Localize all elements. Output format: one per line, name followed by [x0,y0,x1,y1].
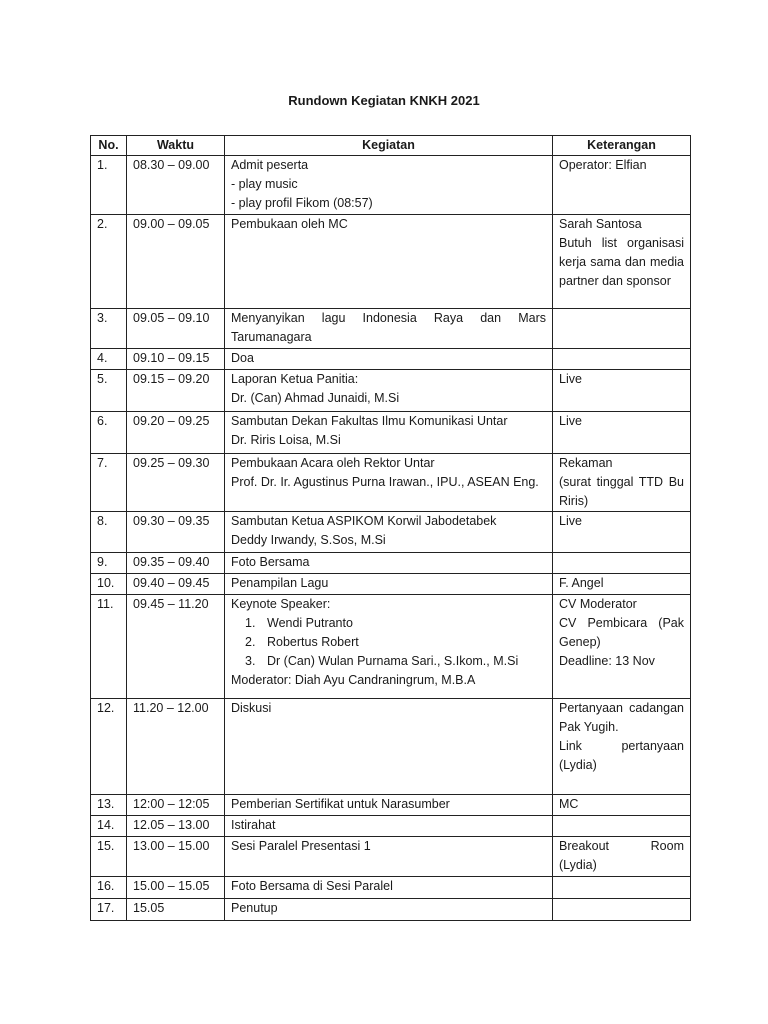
kegiatan-line: Admit peserta [231,158,309,172]
kegiatan-line: Diskusi [231,701,272,715]
row-kegiatan [225,512,553,553]
row-time: 08.30 – 09.00 [127,156,225,215]
row-time: 09.35 – 09.40 [127,553,225,574]
keterangan-line: Deadline: 13 Nov [559,654,655,668]
row-kegiatan [225,349,553,370]
keterangan-line: Live [559,372,582,386]
row-number: 2. [91,215,127,309]
kegiatan-line: Sambutan Dekan Fakultas Ilmu Komunikasi Untar [231,414,508,428]
row-time: 12.05 – 13.00 [127,816,225,837]
speaker-number: 2. [245,635,256,649]
table-row [91,156,691,215]
row-number: 15. [91,837,127,877]
keterangan-line: Breakout Room (Lydia) [559,839,684,872]
row-keterangan [553,215,691,309]
kegiatan-line: - play profil Fikom (08:57) [231,196,373,210]
table-row [91,454,691,512]
row-kegiatan [225,156,553,215]
row-number: 9. [91,553,127,574]
kegiatan-line: Istirahat [231,818,276,832]
keterangan-line: Rekaman [559,456,613,470]
row-time: 09.05 – 09.10 [127,309,225,349]
header-no: No. [91,136,127,156]
row-number: 14. [91,816,127,837]
kegiatan-line: Pembukaan oleh MC [231,217,348,231]
kegiatan-intro: Keynote Speaker: [231,597,331,611]
row-time: 09.20 – 09.25 [127,412,225,454]
row-number: 8. [91,512,127,553]
row-keterangan [553,156,691,215]
row-kegiatan [225,877,553,899]
row-keterangan [553,816,691,837]
row-number: 16. [91,877,127,899]
table-row [91,512,691,553]
row-time: 09.40 – 09.45 [127,574,225,595]
keterangan-line: Live [559,514,582,528]
row-keterangan [553,370,691,412]
kegiatan-line: - play music [231,177,298,191]
row-kegiatan [225,215,553,309]
row-number: 5. [91,370,127,412]
table-row [91,309,691,349]
row-number: 12. [91,699,127,795]
keterangan-line: F. Angel [559,576,604,590]
row-kegiatan [225,899,553,921]
row-keterangan [553,699,691,795]
keterangan-line: Butuh list organisasi kerja sama dan media partner dan sponsor [559,236,684,288]
row-time: 09.30 – 09.35 [127,512,225,553]
header-waktu: Waktu [127,136,225,156]
row-keterangan [553,574,691,595]
row-kegiatan [225,574,553,595]
table-body [91,156,691,921]
header-kegiatan: Kegiatan [225,136,553,156]
row-time: 15.05 [127,899,225,921]
table-row [91,899,691,921]
kegiatan-line: Pembukaan Acara oleh Rektor Untar [231,456,435,470]
speaker-number: 3. [245,654,256,668]
kegiatan-line: Prof. Dr. Ir. Agustinus Purna Irawan., IPU., ASEAN Eng. [231,475,539,489]
table-row [91,595,691,699]
row-kegiatan [225,699,553,795]
table-row [91,699,691,795]
speaker-number: 1. [245,616,256,630]
row-kegiatan [225,454,553,512]
row-time: 13.00 – 15.00 [127,837,225,877]
table-row [91,837,691,877]
keterangan-line: Operator: Elfian [559,158,647,172]
row-number: 4. [91,349,127,370]
row-number: 17. [91,899,127,921]
table-row [91,877,691,899]
row-keterangan [553,877,691,899]
keterangan-line: Sarah Santosa [559,217,642,231]
row-kegiatan [225,553,553,574]
row-keterangan [553,512,691,553]
table-row [91,574,691,595]
row-kegiatan [225,795,553,816]
row-keterangan [553,349,691,370]
speaker-name: Robertus Robert [267,635,359,649]
row-time: 09.00 – 09.05 [127,215,225,309]
kegiatan-line: Foto Bersama di Sesi Paralel [231,879,393,893]
keterangan-line: CV Pembicara (Pak Genep) [559,616,684,649]
kegiatan-line: Penampilan Lagu [231,576,329,590]
table-row [91,215,691,309]
row-keterangan [553,454,691,512]
keterangan-line: CV Moderator [559,597,637,611]
row-time: 15.00 – 15.05 [127,877,225,899]
speaker-item [231,633,546,652]
speaker-item [231,652,546,671]
table-row [91,412,691,454]
header-keterangan: Keterangan [553,136,691,156]
kegiatan-line: Dr. Riris Loisa, M.Si [231,433,341,447]
keterangan-line: MC [559,797,579,811]
kegiatan-line: Sambutan Ketua ASPIKOM Korwil Jabodetabek [231,514,497,528]
row-time: 12:00 – 12:05 [127,795,225,816]
kegiatan-outro: Moderator: Diah Ayu Candraningrum, M.B.A [231,673,476,687]
kegiatan-line: Pemberian Sertifikat untuk Narasumber [231,797,450,811]
kegiatan-line: Penutup [231,901,278,915]
table-row [91,795,691,816]
row-keterangan [553,595,691,699]
keterangan-line: Link pertanyaan (Lydia) [559,739,684,772]
row-keterangan [553,837,691,877]
row-kegiatan [225,816,553,837]
table-row [91,370,691,412]
row-time: 09.45 – 11.20 [127,595,225,699]
kegiatan-line: Doa [231,351,254,365]
row-kegiatan [225,412,553,454]
row-kegiatan [225,370,553,412]
row-number: 3. [91,309,127,349]
row-number: 11. [91,595,127,699]
kegiatan-line: Dr. (Can) Ahmad Junaidi, M.Si [231,391,400,405]
row-keterangan [553,412,691,454]
kegiatan-line: Foto Bersama [231,555,310,569]
keterangan-line: Live [559,414,582,428]
row-kegiatan [225,595,553,699]
row-keterangan [553,795,691,816]
row-kegiatan [225,837,553,877]
table-row [91,816,691,837]
kegiatan-line: Laporan Ketua Panitia: [231,372,359,386]
row-number: 13. [91,795,127,816]
rundown-table [90,135,691,921]
keterangan-line: Pertanyaan cadangan Pak Yugih. [559,701,684,734]
row-keterangan [553,899,691,921]
table-row [91,349,691,370]
table-row [91,553,691,574]
row-time: 11.20 – 12.00 [127,699,225,795]
speaker-name: Dr (Can) Wulan Purnama Sari., S.Ikom., M.Si [267,654,519,668]
row-keterangan [553,309,691,349]
row-number: 6. [91,412,127,454]
row-kegiatan [225,309,553,349]
kegiatan-line: Deddy Irwandy, S.Sos, M.Si [231,533,386,547]
speaker-name: Wendi Putranto [267,616,353,630]
speaker-item [231,614,546,633]
row-number: 10. [91,574,127,595]
row-time: 09.10 – 09.15 [127,349,225,370]
document-title: Rundown Kegiatan KNKH 2021 [288,93,480,108]
row-number: 1. [91,156,127,215]
kegiatan-line: Menyanyikan lagu Indonesia Raya dan Mars Tarumanagara [231,311,546,344]
kegiatan-line: Sesi Paralel Presentasi 1 [231,839,371,853]
table-header-row [91,136,691,156]
row-keterangan [553,553,691,574]
row-time: 09.15 – 09.20 [127,370,225,412]
row-time: 09.25 – 09.30 [127,454,225,512]
row-number: 7. [91,454,127,512]
keterangan-line: (surat tinggal TTD Bu Riris) [559,475,684,508]
